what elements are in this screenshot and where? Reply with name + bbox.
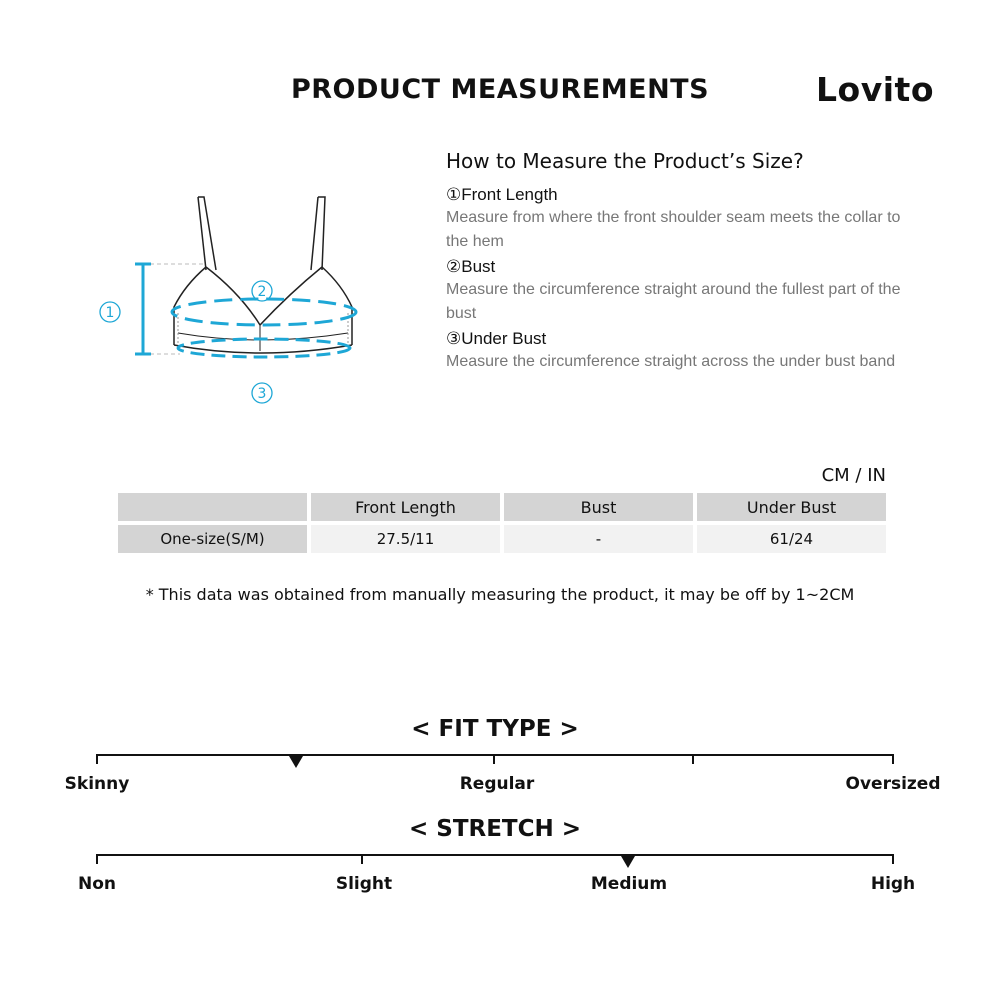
table-header-cell: Front Length xyxy=(311,493,500,521)
front-length-description: Measure from where the front shoulder seam meets the collar to the hem xyxy=(446,209,901,250)
table-cell: 27.5/11 xyxy=(311,525,500,553)
stretch-marker xyxy=(621,856,635,868)
page-title: PRODUCT MEASUREMENTS xyxy=(290,74,710,105)
table-header-cell: Bust xyxy=(504,493,693,521)
stretch-tick xyxy=(892,854,894,864)
table-cell: 61/24 xyxy=(697,525,886,553)
fit-type-tick xyxy=(493,754,495,764)
howto-title: How to Measure the Product’s Size? xyxy=(446,149,804,173)
fit-type-marker xyxy=(289,756,303,768)
fit-type-tick xyxy=(892,754,894,764)
stretch-tick xyxy=(361,854,363,864)
under-bust-description: Measure the circumference straight across the under bust band xyxy=(446,353,896,370)
stretch-label-non: Non xyxy=(77,874,117,894)
units-label: CM / IN xyxy=(821,465,886,486)
brand-logo: Lovito xyxy=(816,70,934,109)
stretch-title: < STRETCH > xyxy=(408,816,582,842)
size-table xyxy=(114,489,890,557)
table-row xyxy=(118,525,886,553)
fit-type-label-oversized: Oversized xyxy=(845,774,941,794)
under-bust-heading: ③Under Bust xyxy=(446,329,547,348)
table-header-cell: Under Bust xyxy=(697,493,886,521)
front-length-heading: ①Front Length xyxy=(446,185,558,204)
stretch-line xyxy=(96,854,894,856)
marker-bust: 2 xyxy=(257,284,267,300)
fit-type-title: < FIT TYPE > xyxy=(411,716,579,742)
marker-front-length: 1 xyxy=(105,305,115,321)
fit-type-label-skinny: Skinny xyxy=(64,774,130,794)
table-header-row xyxy=(118,493,886,521)
table-cell: - xyxy=(504,525,693,553)
stretch-label-high: High xyxy=(870,874,916,894)
marker-under-bust: 3 xyxy=(257,386,267,402)
disclaimer: * This data was obtained from manually measuring the product, it may be off by 1~2CM xyxy=(145,585,855,604)
table-row-label: One-size(S/M) xyxy=(118,525,307,553)
fit-type-tick xyxy=(692,754,694,764)
stretch-label-slight: Slight xyxy=(335,874,393,894)
bust-heading: ②Bust xyxy=(446,257,496,276)
bust-description: Measure the circumference straight around the fullest part of the bust xyxy=(446,281,901,322)
table-header-cell xyxy=(118,493,307,521)
fit-type-line xyxy=(96,754,894,756)
fit-type-label-regular: Regular xyxy=(459,774,535,794)
stretch-label-medium: Medium xyxy=(590,874,668,894)
stretch-tick xyxy=(96,854,98,864)
fit-type-tick xyxy=(96,754,98,764)
bra-measurement-illustration xyxy=(90,185,390,419)
